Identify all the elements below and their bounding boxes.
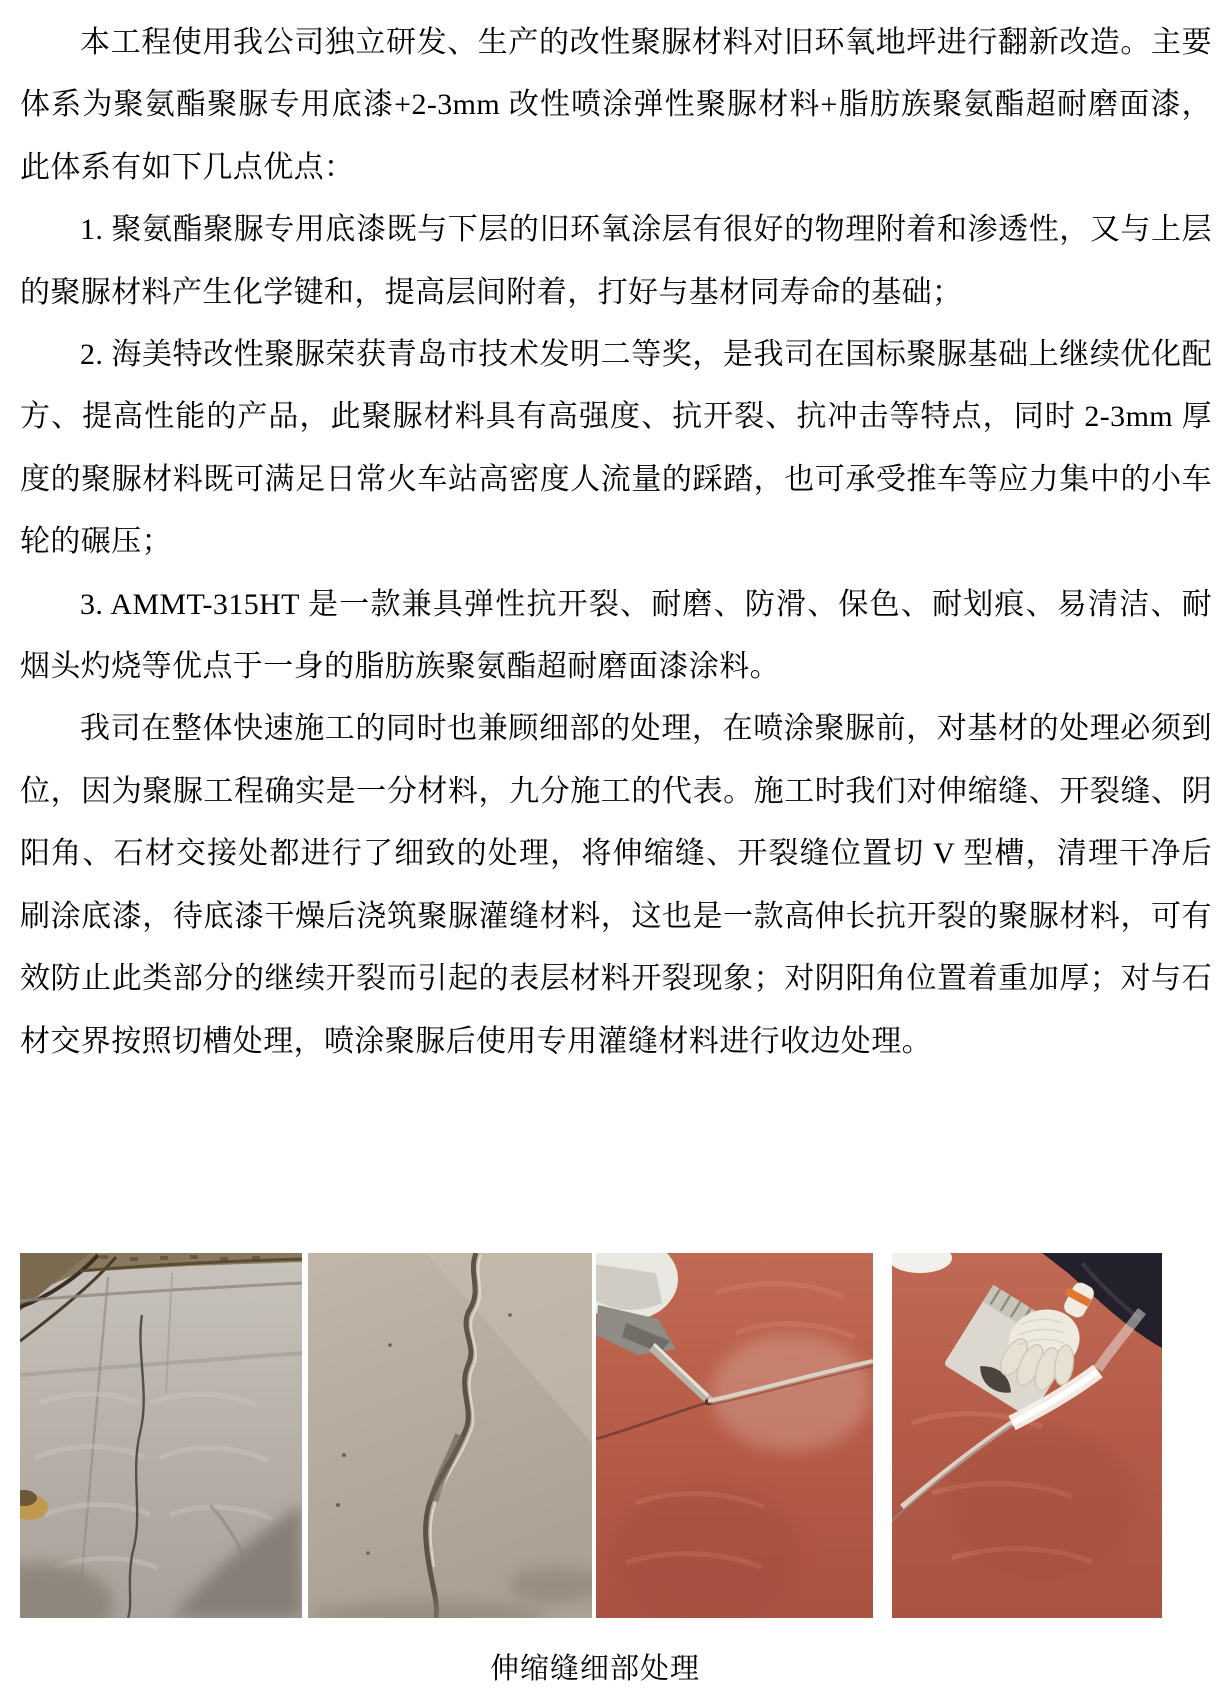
red-floor-joint-troweling-photo bbox=[892, 1253, 1162, 1618]
paragraph-advantage-2: 2. 海美特改性聚脲荣获青岛市技术发明二等奖，是我司在国标聚脲基础上继续优化配方、提高性能的产品，此聚脲材料具有高强度、抗开裂、抗冲击等特点，同时 2-3mm 厚度的聚脲材料既可满足日常火车站高密度人流量的踩踏，也可承受推车等应力集中的小车轮的碾压； bbox=[20, 338, 1212, 559]
photo-caption: 伸缩缝细部处理 bbox=[489, 1653, 700, 1685]
old-epoxy-floor-crack-overview-photo bbox=[20, 1253, 302, 1618]
paragraph-advantage-1: 1. 聚氨酯聚脲专用底漆既与下层的旧环氧涂层有很好的物理附着和渗透性，又与上层的聚脲材料产生化学键和，提高层间附着，打好与基材同寿命的基础； bbox=[20, 213, 1212, 309]
photo-row bbox=[20, 1253, 1162, 1618]
paragraph-detail-work: 我司在整体快速施工的同时也兼顾细部的处理，在喷涂聚脲前，对基材的处理必须到位，因为聚脲工程确实是一分材料，九分施工的代表。施工时我们对伸缩缝、开裂缝、阴阳角、石材交接处都进行了细致的处理，将伸缩缝、开裂缝位置切 V 型槽，清理干净后刷涂底漆，待底漆干燥后浇筑聚脲灌缝材料，这也是一款高伸长抗开裂的聚脲材料，可有效防止此类部分的继续开裂而引起的表层材料开裂现象；对阴阳角位置着重加厚；对与石材交界按照切槽处理，喷涂聚脲后使用专用灌缝材料进行收边处理。 bbox=[20, 712, 1212, 1058]
paragraph-intro: 本工程使用我公司独立研发、生产的改性聚脲材料对旧环氧地坪进行翻新改造。主要体系为聚氨酯聚脲专用底漆+2-3mm 改性喷涂弹性聚脲材料+脂肪族聚氨酯超耐磨面漆，此体系有如下几点优点： bbox=[20, 26, 1212, 184]
red-floor-joint-pouring-photo bbox=[596, 1253, 873, 1618]
body-text bbox=[20, 12, 1212, 1244]
paragraph-advantage-3: 3. AMMT-315HT 是一款兼具弹性抗开裂、耐磨、防滑、保色、耐划痕、易清洁、耐烟头灼烧等优点于一身的脂肪族聚氨酯超耐磨面漆涂料。 bbox=[20, 587, 1212, 684]
concrete-crack-closeup-photo bbox=[308, 1253, 592, 1618]
